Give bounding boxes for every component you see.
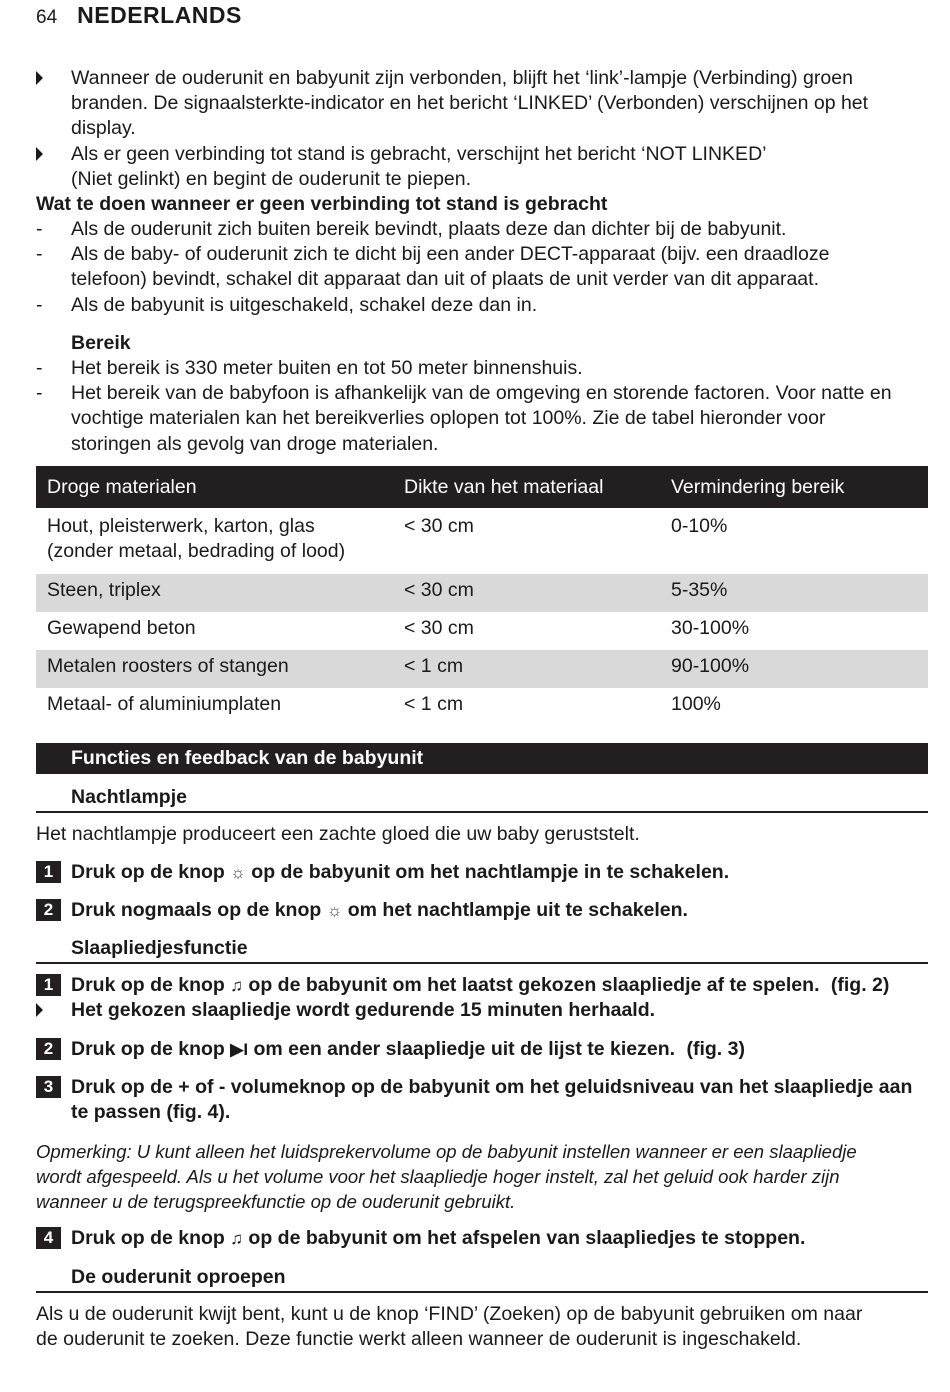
step-item: 4 Druk op de knop ♫ op de babyunit om het afspelen van slaapliedjes te stoppen. xyxy=(36,1226,928,1251)
dash-item: - Het bereik van de babyfoon is afhankelijk van de omgeving en storende factoren. Voor natte en xyxy=(36,382,892,404)
subsection-heading: De ouderunit oproepen xyxy=(36,1263,928,1293)
subsection-heading: Bereik xyxy=(71,332,131,354)
table-cell: Hout, pleisterwerk, karton, glas (zonder metaal, bedrading of lood) xyxy=(47,515,346,562)
step-item: 3 Druk op de + of - volumeknop op de babyunit om het geluidsniveau van het slaapliedje aan xyxy=(36,1075,928,1100)
dash-item: - Als de baby- of ouderunit zich te dicht bij een ander DECT-apparaat (bijv. een draadloze xyxy=(36,243,830,265)
table-row xyxy=(36,574,928,612)
step-number: 2 xyxy=(36,899,61,921)
step-item: 1 Druk op de knop ♫ op de babyunit om het laatst gekozen slaapliedje af te spelen. (fig. 2) xyxy=(36,973,928,998)
table-cell: < 1 cm xyxy=(404,693,464,715)
note-text: wordt afgespeeld. Als u het volume voor het slaapliedje hoger instelt, zal het geluid ook harder zijn xyxy=(36,1166,840,1187)
music-note-icon: ♫ xyxy=(230,976,244,995)
paragraph: Het nachtlampje produceert een zachte gloed die uw baby geruststelt. xyxy=(36,823,640,845)
table-cell: < 30 cm xyxy=(393,574,660,612)
bullet-text: branden. De signaalsterkte-indicator en het bericht ‘LINKED’ (Verbonden) verschijnen op het xyxy=(71,92,869,114)
play-next-icon: ▶I xyxy=(230,1040,249,1059)
dash-marker: - xyxy=(36,243,43,265)
bullet-item: Het gekozen slaapliedje wordt gedurende 15 minuten herhaald. xyxy=(36,998,928,1023)
dash-marker: - xyxy=(36,218,43,240)
table-cell: < 30 cm xyxy=(404,617,474,639)
table-cell: 100% xyxy=(671,693,721,715)
note-text: Opmerking: U kunt alleen het luidsprekervolume op de babyunit instellen wanneer er een slaapliedje xyxy=(36,1141,857,1162)
dash-text: storingen als gevolg van droge materialen. xyxy=(71,433,439,455)
bullet-arrow-icon xyxy=(36,998,66,1024)
paragraph: de ouderunit te zoeken. Deze functie werkt alleen wanneer de ouderunit is ingeschakeld. xyxy=(36,1328,802,1350)
bullet-text: (Niet gelinkt) en begint de ouderunit te piepen. xyxy=(71,168,472,190)
bullet-text: display. xyxy=(71,117,136,139)
column-header: Vermindering bereik xyxy=(660,466,928,508)
table-cell: Metaal- of aluminiumplaten xyxy=(47,693,282,715)
dash-marker: - xyxy=(36,382,43,404)
note-text: wanneer u de terugspreekfunctie op de ouderunit gebruikt. xyxy=(36,1191,516,1212)
dash-item: - Het bereik is 330 meter buiten en tot 50 meter binnenshuis. xyxy=(36,357,583,379)
section-heading: Wat te doen wanneer er geen verbinding tot stand is gebracht xyxy=(36,193,608,215)
section-bar-heading: Functies en feedback van de babyunit xyxy=(36,743,928,774)
table-row xyxy=(36,612,928,650)
table-cell: 90-100% xyxy=(660,650,928,688)
step-number: 1 xyxy=(36,861,61,883)
dash-text: telefoon) bevindt, schakel dit apparaat dan uit of plaats de unit verder van dit apparaat. xyxy=(71,268,819,290)
table-cell: 5-35% xyxy=(660,574,928,612)
dash-item: - Als de babyunit is uitgeschakeld, schakel deze dan in. xyxy=(36,294,538,316)
bullet-arrow-icon xyxy=(36,142,66,168)
page-number: 64 xyxy=(36,7,58,28)
bullet-arrow-icon xyxy=(36,66,66,92)
table-cell: 0-10% xyxy=(671,515,728,537)
subsection-heading: Nachtlampje xyxy=(36,783,928,813)
column-header: Droge materialen xyxy=(36,466,393,508)
step-item: 1 Druk op de knop ☼ op de babyunit om het nachtlampje in te schakelen. xyxy=(36,860,928,885)
step-item: 2 Druk nogmaals op de knop ☼ om het nachtlampje uit te schakelen. xyxy=(36,898,928,923)
table-header-row xyxy=(36,466,928,508)
table-cell: Steen, triplex xyxy=(36,574,393,612)
step-item: 2 Druk op de knop ▶I om een ander slaapliedje uit de lijst te kiezen. (fig. 3) xyxy=(36,1037,928,1062)
dash-marker: - xyxy=(36,294,43,316)
bullet-item: Wanneer de ouderunit en babyunit zijn verbonden, blijft het ‘link’-lampje (Verbinding) groen xyxy=(36,66,928,91)
paragraph: Als u de ouderunit kwijt bent, kunt u de knop ‘FIND’ (Zoeken) op de babyunit gebruiken om naar xyxy=(36,1303,863,1325)
dash-marker: - xyxy=(36,357,43,379)
table-cell: < 30 cm xyxy=(404,515,474,537)
page-header xyxy=(36,2,242,30)
column-header: Dikte van het materiaal xyxy=(393,466,660,508)
subsection-heading: Slaapliedjesfunctie xyxy=(36,934,928,964)
step-number: 2 xyxy=(36,1038,61,1060)
step-text: te passen (fig. 4). xyxy=(71,1101,231,1123)
materials-table xyxy=(36,466,928,726)
step-number: 1 xyxy=(36,974,61,996)
music-note-icon: ♫ xyxy=(230,1229,244,1248)
language-title: NEDERLANDS xyxy=(77,2,242,28)
table-cell: Gewapend beton xyxy=(47,617,196,639)
table-cell: 30-100% xyxy=(671,617,750,639)
table-cell: < 1 cm xyxy=(393,650,660,688)
step-number: 4 xyxy=(36,1227,61,1249)
table-row xyxy=(36,650,928,688)
step-number: 3 xyxy=(36,1076,61,1098)
sun-icon: ☼ xyxy=(326,901,343,920)
sun-icon: ☼ xyxy=(230,863,246,882)
dash-item: - Als de ouderunit zich buiten bereik bevindt, plaats deze dan dichter bij de babyunit. xyxy=(36,218,787,240)
table-row xyxy=(36,508,928,574)
table-row xyxy=(36,688,928,726)
dash-text: vochtige materialen kan het bereikverlies oplopen tot 100%. Zie de tabel hieronder voor xyxy=(71,407,826,429)
table-cell: Metalen roosters of stangen xyxy=(36,650,393,688)
bullet-item: Als er geen verbinding tot stand is gebracht, verschijnt het bericht ‘NOT LINKED’ xyxy=(36,142,928,167)
